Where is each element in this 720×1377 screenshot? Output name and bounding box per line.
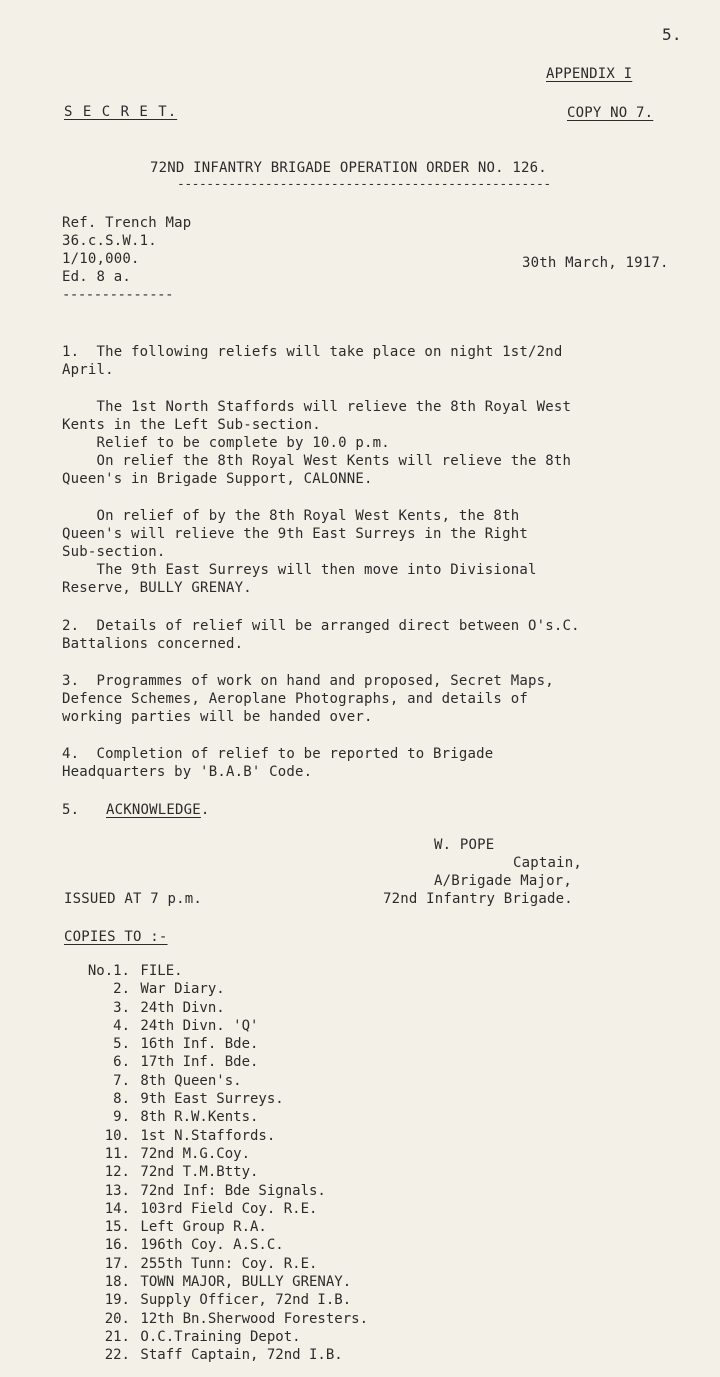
copy-list-recipient: O.C.Training Depot.: [132, 1328, 301, 1345]
para-1b-line-5: Reserve, BULLY GRENAY.: [62, 580, 252, 596]
copy-list-recipient: TOWN MAJOR, BULLY GRENAY.: [132, 1274, 352, 1291]
ref-line-3: 1/10,000.: [62, 251, 140, 267]
distribution-list: [62, 962, 368, 1365]
copy-list-item: [62, 1182, 368, 1200]
para-2-line-2: Battalions concerned.: [62, 636, 244, 652]
copy-list-number: 12.: [104, 1164, 130, 1181]
para-1a-line-2: Kents in the Left Sub-section.: [62, 417, 321, 433]
issued-time: ISSUED AT 7 p.m.: [64, 891, 203, 907]
signature-role: A/Brigade Major,: [434, 873, 573, 889]
para-1b-line-1: On relief of by the 8th Royal West Kents, the 8th: [62, 508, 520, 524]
copy-list-recipient: 24th Divn.: [132, 999, 225, 1016]
copy-list-item: [62, 1255, 368, 1273]
copy-list-recipient: 196th Coy. A.S.C.: [132, 1237, 284, 1254]
copy-list-item: [62, 1291, 368, 1309]
copy-list-item: [62, 1072, 368, 1090]
copy-list-item: [62, 1273, 368, 1291]
copy-list-item: [62, 1346, 368, 1364]
copy-list-recipient: 17th Inf. Bde.: [132, 1054, 259, 1071]
copy-list-item: [62, 1200, 368, 1218]
copy-list-recipient: 8th R.W.Kents.: [132, 1109, 259, 1126]
copy-list-item: [62, 1017, 368, 1035]
signature-rank: Captain,: [513, 855, 583, 871]
copy-list-item: [62, 1145, 368, 1163]
para-1b-line-2: Queen's will relieve the 9th East Surreys in the Right: [62, 526, 528, 542]
copy-list-number: No.1.: [87, 963, 130, 979]
copy-list-item: [62, 1127, 368, 1145]
para-3-line-1: 3. Programmes of work on hand and proposed, Secret Maps,: [62, 673, 554, 689]
para-1-line-1: 1. The following reliefs will take place on night 1st/2nd: [62, 344, 563, 360]
order-date: 30th March, 1917.: [522, 255, 669, 271]
copy-list-item: [62, 999, 368, 1017]
copy-list-number: 4.: [113, 1017, 130, 1034]
para-5-text: ACKNOWLEDGE.: [106, 802, 210, 818]
copy-list-recipient: 255th Tunn: Coy. R.E.: [132, 1255, 318, 1272]
para-3-line-3: working parties will be handed over.: [62, 709, 373, 725]
copy-list-recipient: 72nd T.M.Btty.: [132, 1164, 259, 1181]
copy-list-number: 22.: [104, 1347, 130, 1364]
copy-number: COPY NO 7.: [567, 105, 654, 121]
page-number: 5.: [662, 25, 682, 44]
ref-rule: --------------: [62, 287, 174, 303]
copy-list-recipient: 8th Queen's.: [132, 1072, 242, 1089]
para-4-line-1: 4. Completion of relief to be reported to Brigade: [62, 746, 494, 762]
para-1b-line-4: The 9th East Surreys will then move into Divisional: [62, 562, 537, 578]
copy-list-number: 6.: [113, 1054, 130, 1071]
copies-heading: COPIES TO :-: [64, 929, 168, 945]
copy-list-recipient: 12th Bn.Sherwood Foresters.: [132, 1310, 369, 1327]
copy-list-recipient: 103rd Field Coy. R.E.: [132, 1200, 318, 1217]
copy-list-recipient: Supply Officer, 72nd I.B.: [132, 1292, 352, 1309]
copy-list-item: [62, 1163, 368, 1181]
copy-list-number: 11.: [104, 1145, 130, 1162]
para-1a-line-5: Queen's in Brigade Support, CALONNE.: [62, 471, 373, 487]
copy-list-recipient: War Diary.: [132, 981, 225, 998]
copy-list-number: 9.: [113, 1109, 130, 1126]
ref-line-4: Ed. 8 a.: [62, 269, 132, 285]
copy-list-recipient: 9th East Surreys.: [132, 1091, 284, 1108]
copy-list-number: 13.: [104, 1182, 130, 1199]
copy-list-number: 21.: [104, 1328, 130, 1345]
copy-list-number: 20.: [104, 1310, 130, 1327]
copy-list-number: 18.: [104, 1274, 130, 1291]
title-rule: ---------------------------------------------------: [177, 177, 551, 192]
para-1a-line-3: Relief to be complete by 10.0 p.m.: [62, 435, 390, 451]
copy-list-number: 10.: [104, 1127, 130, 1144]
copy-list-number: 19.: [104, 1292, 130, 1309]
para-1b-line-3: Sub-section.: [62, 544, 166, 560]
copy-list-recipient: Left Group R.A.: [132, 1219, 267, 1236]
copy-list-number: 3.: [113, 999, 130, 1016]
secret-label: S E C R E T.: [64, 104, 178, 120]
copy-list-number: 7.: [113, 1072, 130, 1089]
acknowledge-label: ACKNOWLEDGE: [106, 802, 201, 818]
copy-list-item: [62, 1218, 368, 1236]
copy-list-item: [62, 962, 368, 980]
copy-list-number: 16.: [104, 1237, 130, 1254]
copy-list-item: [62, 1328, 368, 1346]
copy-list-number: 14.: [104, 1200, 130, 1217]
copy-list-item: [62, 980, 368, 998]
para-1a-line-4: On relief the 8th Royal West Kents will relieve the 8th: [62, 453, 572, 469]
ref-line-2: 36.c.S.W.1.: [62, 233, 157, 249]
para-4-line-2: Headquarters by 'B.A.B' Code.: [62, 764, 313, 780]
copy-list-item: [62, 1035, 368, 1053]
copy-list-item: [62, 1310, 368, 1328]
copy-list-recipient: 24th Divn. 'Q': [132, 1017, 259, 1034]
copy-list-recipient: Staff Captain, 72nd I.B.: [132, 1347, 343, 1364]
copy-list-recipient: FILE.: [132, 963, 183, 979]
para-5-number: 5.: [62, 802, 80, 818]
copy-list-number: 5.: [113, 1036, 130, 1053]
appendix-label: APPENDIX I: [546, 66, 633, 82]
order-title: 72ND INFANTRY BRIGADE OPERATION ORDER NO. 126.: [150, 160, 547, 176]
signature-name: W. POPE: [434, 837, 495, 853]
copy-list-item: [62, 1053, 368, 1071]
copy-list-number: 2.: [113, 981, 130, 998]
para-1-line-2: April.: [62, 362, 114, 378]
copy-list-recipient: 72nd M.G.Coy.: [132, 1145, 251, 1162]
signature-unit: 72nd Infantry Brigade.: [383, 891, 573, 907]
copy-list-recipient: 16th Inf. Bde.: [132, 1036, 259, 1053]
para-1a-line-1: The 1st North Staffords will relieve the 8th Royal West: [62, 399, 572, 415]
copy-list-number: 15.: [104, 1219, 130, 1236]
para-2-line-1: 2. Details of relief will be arranged direct between O's.C.: [62, 618, 580, 634]
copy-list-number: 8.: [113, 1091, 130, 1108]
para-3-line-2: Defence Schemes, Aeroplane Photographs, and details of: [62, 691, 528, 707]
copy-list-item: [62, 1108, 368, 1126]
copy-list-item: [62, 1090, 368, 1108]
copy-list-item: [62, 1236, 368, 1254]
copy-list-recipient: 72nd Inf: Bde Signals.: [132, 1182, 326, 1199]
copy-list-recipient: 1st N.Staffords.: [132, 1127, 276, 1144]
ref-line-1: Ref. Trench Map: [62, 215, 192, 231]
copy-list-number: 17.: [104, 1255, 130, 1272]
